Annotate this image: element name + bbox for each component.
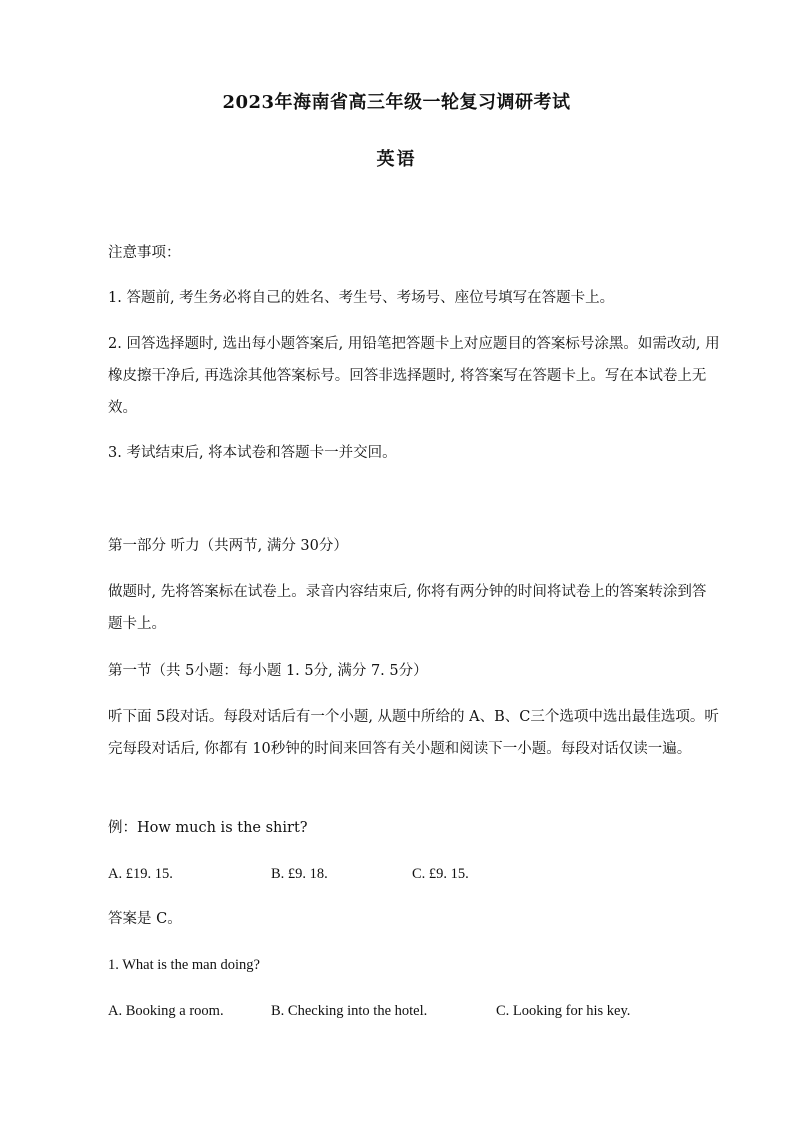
question-1-option-b: B. Checking into the hotel. [271, 1003, 428, 1019]
notice-item-3: 3. 考试结束后, 将本试卷和答题卡一并交回。 [108, 445, 397, 461]
example-option-b: B. £9. 18. [271, 866, 328, 882]
section1-heading: 第一节（共 5小题：每小题 1. 5分, 满分 7. 5分） [108, 663, 428, 679]
notice-heading: 注意事项： [108, 245, 181, 261]
part1-heading: 第一部分 听力（共两节, 满分 30分） [108, 538, 348, 554]
example-option-c: C. £9. 15. [412, 866, 469, 882]
example-answer: 答案是 C。 [108, 911, 182, 927]
section1-instruction: 听下面 5段对话。每段对话后有一个小题, 从题中所给的 A、B、C三个选项中选出最佳选项。听完每段对话后, 你都有 10秒钟的时间来回答有关小题和阅读下一小题。每段对话仅读一遍。 [108, 709, 719, 757]
example-question: 例：How much is the shirt? [108, 820, 308, 836]
notice-item-2: 2. 回答选择题时, 选出每小题答案后, 用铅笔把答题卡上对应题目的答案标号涂黑。如需改动, 用橡皮擦干净后, 再选涂其他答案标号。回答非选择题时, 将答案写在答题卡上。写在本试卷上无效。 [108, 336, 720, 416]
question-1-option-a: A. Booking a room. [108, 1003, 224, 1019]
part1-instruction: 做题时, 先将答案标在试卷上。录音内容结束后, 你将有两分钟的时间将试卷上的答案转涂到答题卡上。 [108, 584, 707, 632]
question-1-option-c: C. Looking for his key. [496, 1003, 631, 1019]
exam-subject: 英语 [376, 149, 417, 170]
question-1: 1. What is the man doing? [108, 957, 260, 973]
exam-title: 2023年海南省高三年级一轮复习调研考试 [222, 92, 571, 113]
notice-item-1: 1. 答题前, 考生务必将自己的姓名、考生号、考场号、座位号填写在答题卡上。 [108, 290, 615, 306]
example-option-a: A. £19. 15. [108, 866, 173, 882]
